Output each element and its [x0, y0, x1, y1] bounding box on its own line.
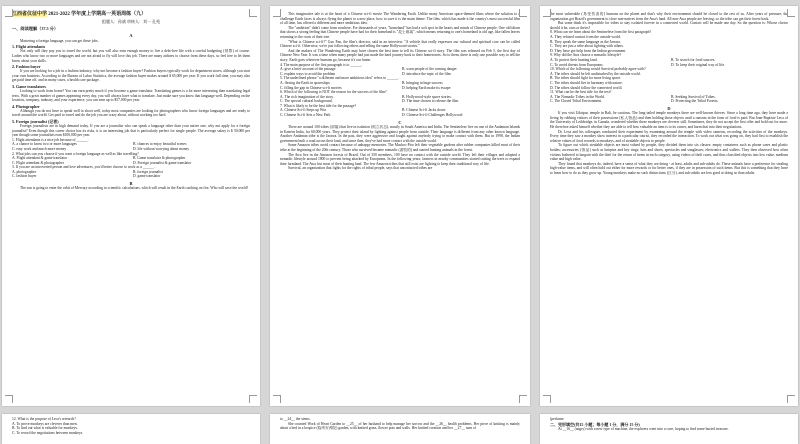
- paragraph: If you are looking for a job in a fashion industry, why not become a fashion buyer? Fashion buyers typically work for department stores, although you start your own business. According to the Bureau of Labor Statistics, the average fashion buyer makes around $ 65,000 per year. If you work full time, you may also get paid time off, and in many cases, a health care package.: [12, 69, 250, 83]
- option: C. To avoid threats from Europeans.: [550, 62, 604, 67]
- option: D. helping Earth make its escape: [402, 85, 451, 90]
- option: D. To keep their original way of life.: [671, 62, 726, 67]
- passage-label: B: [129, 181, 133, 187]
- paragraph: The "ambition" didn't come from nowhere. For thousands of years, "homeland" has had a soft spot in the hearts and minds of Chinese people. One old idiom that shows a strong feeling that Chinese people have had for their homeland is "故土难离", which means returning to one's homeland is old age, like fallen leaves returning to the roots of their tree.: [280, 25, 520, 39]
- option: D. life without worrying about money: [133, 146, 190, 151]
- question-11: 11. What can be the best title for the text?: [550, 90, 612, 95]
- exam-subtitle: 组题人：孙斌 审核人：刘一 孔苑: [102, 19, 160, 24]
- question-6: 6. Which of the following is NOT the reason for the success of the film?: [280, 90, 387, 95]
- option: C. easy work and much more money: [12, 146, 67, 151]
- option: B. Seeking Survival of Tribes.: [671, 94, 716, 99]
- option: B. To find out what is valuable for monkeys.: [12, 426, 78, 431]
- option: B. They speak the same language as the Jarawa.: [550, 39, 621, 44]
- exam-title: 江西省仪征中学 2021-2022 学年度上学期高一英语周练（九）: [12, 12, 147, 17]
- paragraph: Although you do not have to speak well to shoot well, today most companies are looking for photographers who know foreign languages and are ready to travel around the world. Get paid to travel and do the job you are crazy about, without working too hard.: [12, 108, 250, 118]
- paragraph: The sun is going to enter the orbit of Mercury according to scientific calculations, which will result in the Earth catching on fire. Who will save the world?: [20, 186, 249, 191]
- question-10: 10. Which of the following would Survival probably agree with?: [550, 67, 646, 72]
- option: A. Flight attendant & game translator: [12, 156, 68, 161]
- paragraph: There are around 100 tribes (部落) that live in isolation (孤立状态), mostly in South America and India. The Sentinelese live on one of the Andaman Islands in Eastern India, for 60,000 years. They protect their island by fighting against people from outside. Their language is different from any other known language. Another Andaman tribe is the Jarawa. In the past, they were aggressive and fought against anybody trying to make contact with them. But in 1998, the Indian government built a road across their land, and since then, they've had more contact with the outside world.: [280, 125, 520, 143]
- option: A. flexing the Earth in spaceships: [280, 80, 330, 85]
- option: B. warn people of the coming danger: [402, 67, 457, 72]
- document-page-5: [270, 414, 530, 444]
- options-q7: [280, 108, 520, 117]
- option: B. Hollywood-style space stories.: [402, 94, 452, 99]
- option: C. They are just a tribe about fighting with others.: [550, 44, 624, 49]
- paragraph: Survival, an organization that fights for the rights of tribal people, says that uncontacted tribes are: [288, 166, 433, 171]
- option: D. The time chosen to release the film.: [402, 99, 460, 104]
- section-heading: 一、阅读理解（37.5 分）: [12, 26, 59, 31]
- paragraph: Looking to work from home? You can earn pretty much if you become a game translator. Translating games is a lot more interesting than translating legal texts. With a great number of games appearing every day, you will always have what to translate. Just make sure you know that language well. Depending on the location, company, industry, and your experience, you can earn up to $57,000 per year.: [12, 88, 250, 103]
- option: D. game translator: [133, 174, 161, 179]
- job-heading: 1. Flight attendants: [12, 44, 46, 50]
- crop-mark: [5, 395, 13, 403]
- paragraph: the most vulnerable (易受伤害的) humans on the planet and that's why their environment should be closed to the rest of us. After years of pressure, the organization got Brazil's government to close non-natives from the Awa's land. All non-Awa people are leaving, so the tribe can get their forest back.: [550, 12, 788, 21]
- question-4: 4. The main purpose of the first paragraph is to ______.: [280, 62, 363, 67]
- option: D. Chinese Sci-fi Challenges Hollywood: [402, 113, 463, 118]
- document-page-3: [540, 6, 798, 406]
- option: B. The tribes should fight for more living space.: [550, 76, 622, 81]
- options-q11: [550, 95, 788, 104]
- option: A. The rich imagination of the story.: [280, 94, 334, 99]
- option: C. explain ways to avoid the problem: [280, 71, 336, 76]
- job-heading: 5. Foreign journalist (记者): [12, 118, 59, 124]
- options-q8: [550, 35, 788, 53]
- question-7: 7. What is likely to be the best title for the passage?: [280, 103, 357, 108]
- question-5: 5. The underlined phrase "a different and more ambitious idea" refers to ______.: [280, 76, 399, 81]
- options-q5: [280, 81, 520, 90]
- option: A. The Nomadic Tribes in the World.: [550, 94, 605, 99]
- option: B. foreign journalist: [133, 169, 163, 174]
- option: C. filling the gap in Chinese sci-fi movies: [280, 85, 342, 90]
- question-1: 1. Flight attendants is a nice job because of ______.: [12, 137, 89, 142]
- crop-mark: [249, 9, 257, 17]
- crop-mark: [519, 9, 527, 17]
- passage-label: A: [129, 33, 133, 39]
- job-heading: 3. Game translators: [12, 83, 46, 89]
- option: D. Protecting the Tribal Forests.: [671, 99, 719, 104]
- option: C. The special cultural background.: [280, 99, 333, 104]
- question-2: 2. What jobs can you choose if you want a foreign language as well as like travelling?: [12, 151, 139, 156]
- paragraph: Some Amazon tribes avoid contact because of unhappy memories. The Mashco-Piro left their vegetable gardens after rubber companies killed most of their tribe at the beginning of the 20th century. Those who survived became nomadic (游牧的) and started hunting animals in the forest.: [280, 143, 520, 153]
- crop-mark: [543, 395, 551, 403]
- option: C. The tribes should live in harmony with nature.: [550, 80, 623, 85]
- document-page-2: [270, 6, 530, 406]
- option: B. Game translator & photographer: [133, 156, 186, 161]
- paragraph: They found that monkeys do, indeed, have a sense of what they are doing - at least, adults and sub-adults do. These animals have a preference for stealing high-value items, and will often hold out either for more rewards or for better ones, if they are in possession of such items. But this is something that they have to learn how to do as they grow up. Young monkeys make no such distinctions (区分), and sub-adults are less good at doing so than adults.: [550, 161, 788, 175]
- paragraph: Foreign journalists are in high demand today. If you are a journalist who can speak a language other than your native one, why not apply for a foreign journalist? Even though this career choice has its risks, it is an interesting job that is particularly perfect for single people. The average salary is $ 50,000 per year though some journalists earn $100,000 per year.: [12, 123, 250, 138]
- option: A. photographer: [12, 169, 37, 174]
- paragraph: But some think it's impossible for tribes to stay isolated forever in a connected world. Contact will be made one day. So the question is: Whose choice should it be, ours or theirs?: [550, 21, 788, 30]
- passage-label: C: [398, 119, 402, 125]
- crop-mark: [787, 9, 795, 17]
- paragraph: The Awa live in the Amazon forests of Brazil. Out of 350 members, 100 have no contact with the outside world. They left their villages and adopted a nomadic lifestyle around 1800 to prevent being attacked by Europeans. In the following years, farmers in nearby communities started cutting the trees to expand their farmland. The Awa lost most of their hunting land. The few Amazon tribes that still exist are fighting to keep their traditional way of life.: [280, 152, 520, 166]
- question-12: 12. What is the purpose of Leca's research?: [12, 417, 76, 421]
- paragraph: Not only will they pay you to travel the world, but you will also earn enough money to live a debt-free life with a careful budgeting (预算) of course. Ladies who know two or more languages and are not afraid to fly will love this job. There are many airlines to choose from these days, so feel free to let them know about your skills.: [12, 49, 250, 63]
- option: D. They have got help from the Indian government.: [550, 48, 627, 53]
- option: B. bringing in huge success: [402, 80, 443, 85]
- options-q12: [12, 422, 250, 436]
- paragraph: To figure out which stealable objects are most valued by people, they divided them into six classes: empty containers such as phone cases and plastic bottles; accessories (饰品) such as hairpins and key rings; hats and shoes; spectacles and sunglasses; electronics and wallets. They then observed how often victims bothered to bargain with the thief for the return of items in each category, using videos of theft cases, and thus classified objects into low value, medium value and high value.: [550, 143, 788, 162]
- question-9: 9. Why did the Awa choose a nomadic lifestyle?: [550, 53, 621, 58]
- options-q4: [280, 67, 520, 76]
- option: B. To search for food sources.: [671, 57, 716, 62]
- paragraph: to __24__ the stems.: [280, 417, 311, 421]
- option: D. The tribes should follow the connected world.: [550, 85, 623, 90]
- paragraph: Mastering a foreign language, you can get these jobs.: [20, 38, 99, 43]
- job-heading: 2. Fashion buyer: [12, 64, 41, 70]
- option: C. fashion buyer: [12, 174, 37, 179]
- crop-mark: [249, 395, 257, 403]
- options-q6: [280, 95, 520, 104]
- option: B. Chinese Sci-fi Jacks down: [402, 108, 446, 113]
- options-q9: [550, 58, 788, 67]
- crop-mark: [519, 395, 527, 403]
- paragraph: Dr. Leca and his colleagues conducted their experiment by examining around the temple with video cameras, recording the activities of the monkeys. Every time they saw a monkey show interest in a particular tourist, they recorded the interaction. To work out what was going on, they had first to establish the relative values of food rewards to monkeys, and of stealable objects to people.: [550, 129, 788, 143]
- option: C. The Closed Tribal Environment.: [550, 99, 602, 104]
- crop-mark: [273, 9, 281, 17]
- crop-mark: [543, 9, 551, 17]
- paragraph: At __16__ (angry) with a new type of machine, the explorers went into a cave, hoping to find some buried treasure.: [558, 426, 729, 431]
- document-page-1: [2, 6, 260, 406]
- option: C. Chinese Sci-fi Sets a New Path: [280, 113, 331, 118]
- school-name: 江西省仪征中学: [12, 12, 48, 17]
- job-heading: 4. Photographer: [12, 103, 40, 109]
- crop-mark: [273, 395, 281, 403]
- paragraph: (perfume.: [550, 417, 565, 421]
- option: C. Flight attendant & photographer: [12, 160, 64, 165]
- paragraph: And the makers of The Wandering Earth may have chosen the best time to tell its Chinese sci-fi story. The film was released on Feb 5, the first day of Chinese New Year. It was a time when many people had just made the hard journey back to their hometowns. So to them, there is only one possible way to tell the story: Earth goes wherever humans go, because it's our home.: [280, 48, 520, 62]
- section-heading: 二、完形填空(共15 小题；每小题 1 分，满分 15 分): [550, 421, 640, 427]
- paragraph: "What is Chinese sci-fi?" Guo Fan, the film's director, said in an interview. "A vehicle that really expresses our cultural and spiritual core can be called Chinese sci-fi. Otherwise, we're just following others and telling the same Hollywood stories.": [280, 39, 520, 49]
- option: C. To record the negotiations between monkeys.: [12, 430, 84, 435]
- options-q1: [12, 142, 250, 151]
- options-q2: [12, 156, 250, 165]
- crop-mark: [5, 9, 13, 17]
- question-8: 8. What can we learn about the Sentinelese from the first paragraph?: [550, 30, 652, 35]
- option: A. Chinese Sci-fi Steps up War: [280, 108, 326, 113]
- paragraph: This imaginative tale is at the heart of a Chinese sci-fi movie The Wandering Earth. Unlike many American space-themed films where the solution to a challenge Earth faces is always flying the planet to a new place, how to save it is the main theme. The film, which has made it the country's most successful film of all time, has offered a different and more ambitious idea.: [280, 12, 520, 26]
- question-3: 3. If you are an introverted person and love adventures, you'd better choose to work as a ______.: [12, 165, 155, 170]
- option: A. To protect their hunting land.: [550, 57, 598, 62]
- option: A. They refused contact from the outside world.: [550, 34, 621, 39]
- paragraph: She counted Work of Heart Garden to __25__ of her husband to help manage her sorrow and the __26__ health problems. Her piece of knitting is mainly about a bed in a hospice (临终安养院) garden, with knitted grass, flower pots and walls. Her knitted creation and her __27__ sum of: [280, 421, 520, 431]
- option: A. give a brief account of the passage: [280, 67, 336, 72]
- option: A. The tribes should be left undisturbed by the outside world.: [550, 71, 641, 76]
- option: D. introduce the topic of the film: [402, 71, 451, 76]
- paragraph: If you visit Udaipur, temple in Bali, be cautious. The long-tailed temple monkeys there are well-known thieves. Since a long time ago, they have made a living by robbing visitors of their possessions (私人物品) and then holding those objects until a ransom in the form of food is paid. But Jean-Baptiste Leca of the University of Lethbridge, in Canada, wondered whether these monkeys are cleverer still. Sometimes, they do not accept the first offer and hold out for more. He therefore asked himself whether they are able to tell how valuable an item is to its owner, and harm that into their negotiations.: [550, 111, 788, 130]
- passage-label: D: [667, 105, 671, 111]
- document-page-4: [2, 414, 260, 444]
- crop-mark: [787, 395, 795, 403]
- option: A. a chance to know two or more languages: [12, 142, 77, 147]
- options-q10: [550, 72, 788, 90]
- document-page-6: [540, 414, 798, 444]
- option: D. Foreign journalist & game translator: [133, 160, 192, 165]
- option: B. chances to enjoy beautiful scenes: [133, 142, 187, 147]
- options-q3: [12, 170, 250, 179]
- option: A. To prove monkeys are cleverer than men.: [12, 421, 78, 426]
